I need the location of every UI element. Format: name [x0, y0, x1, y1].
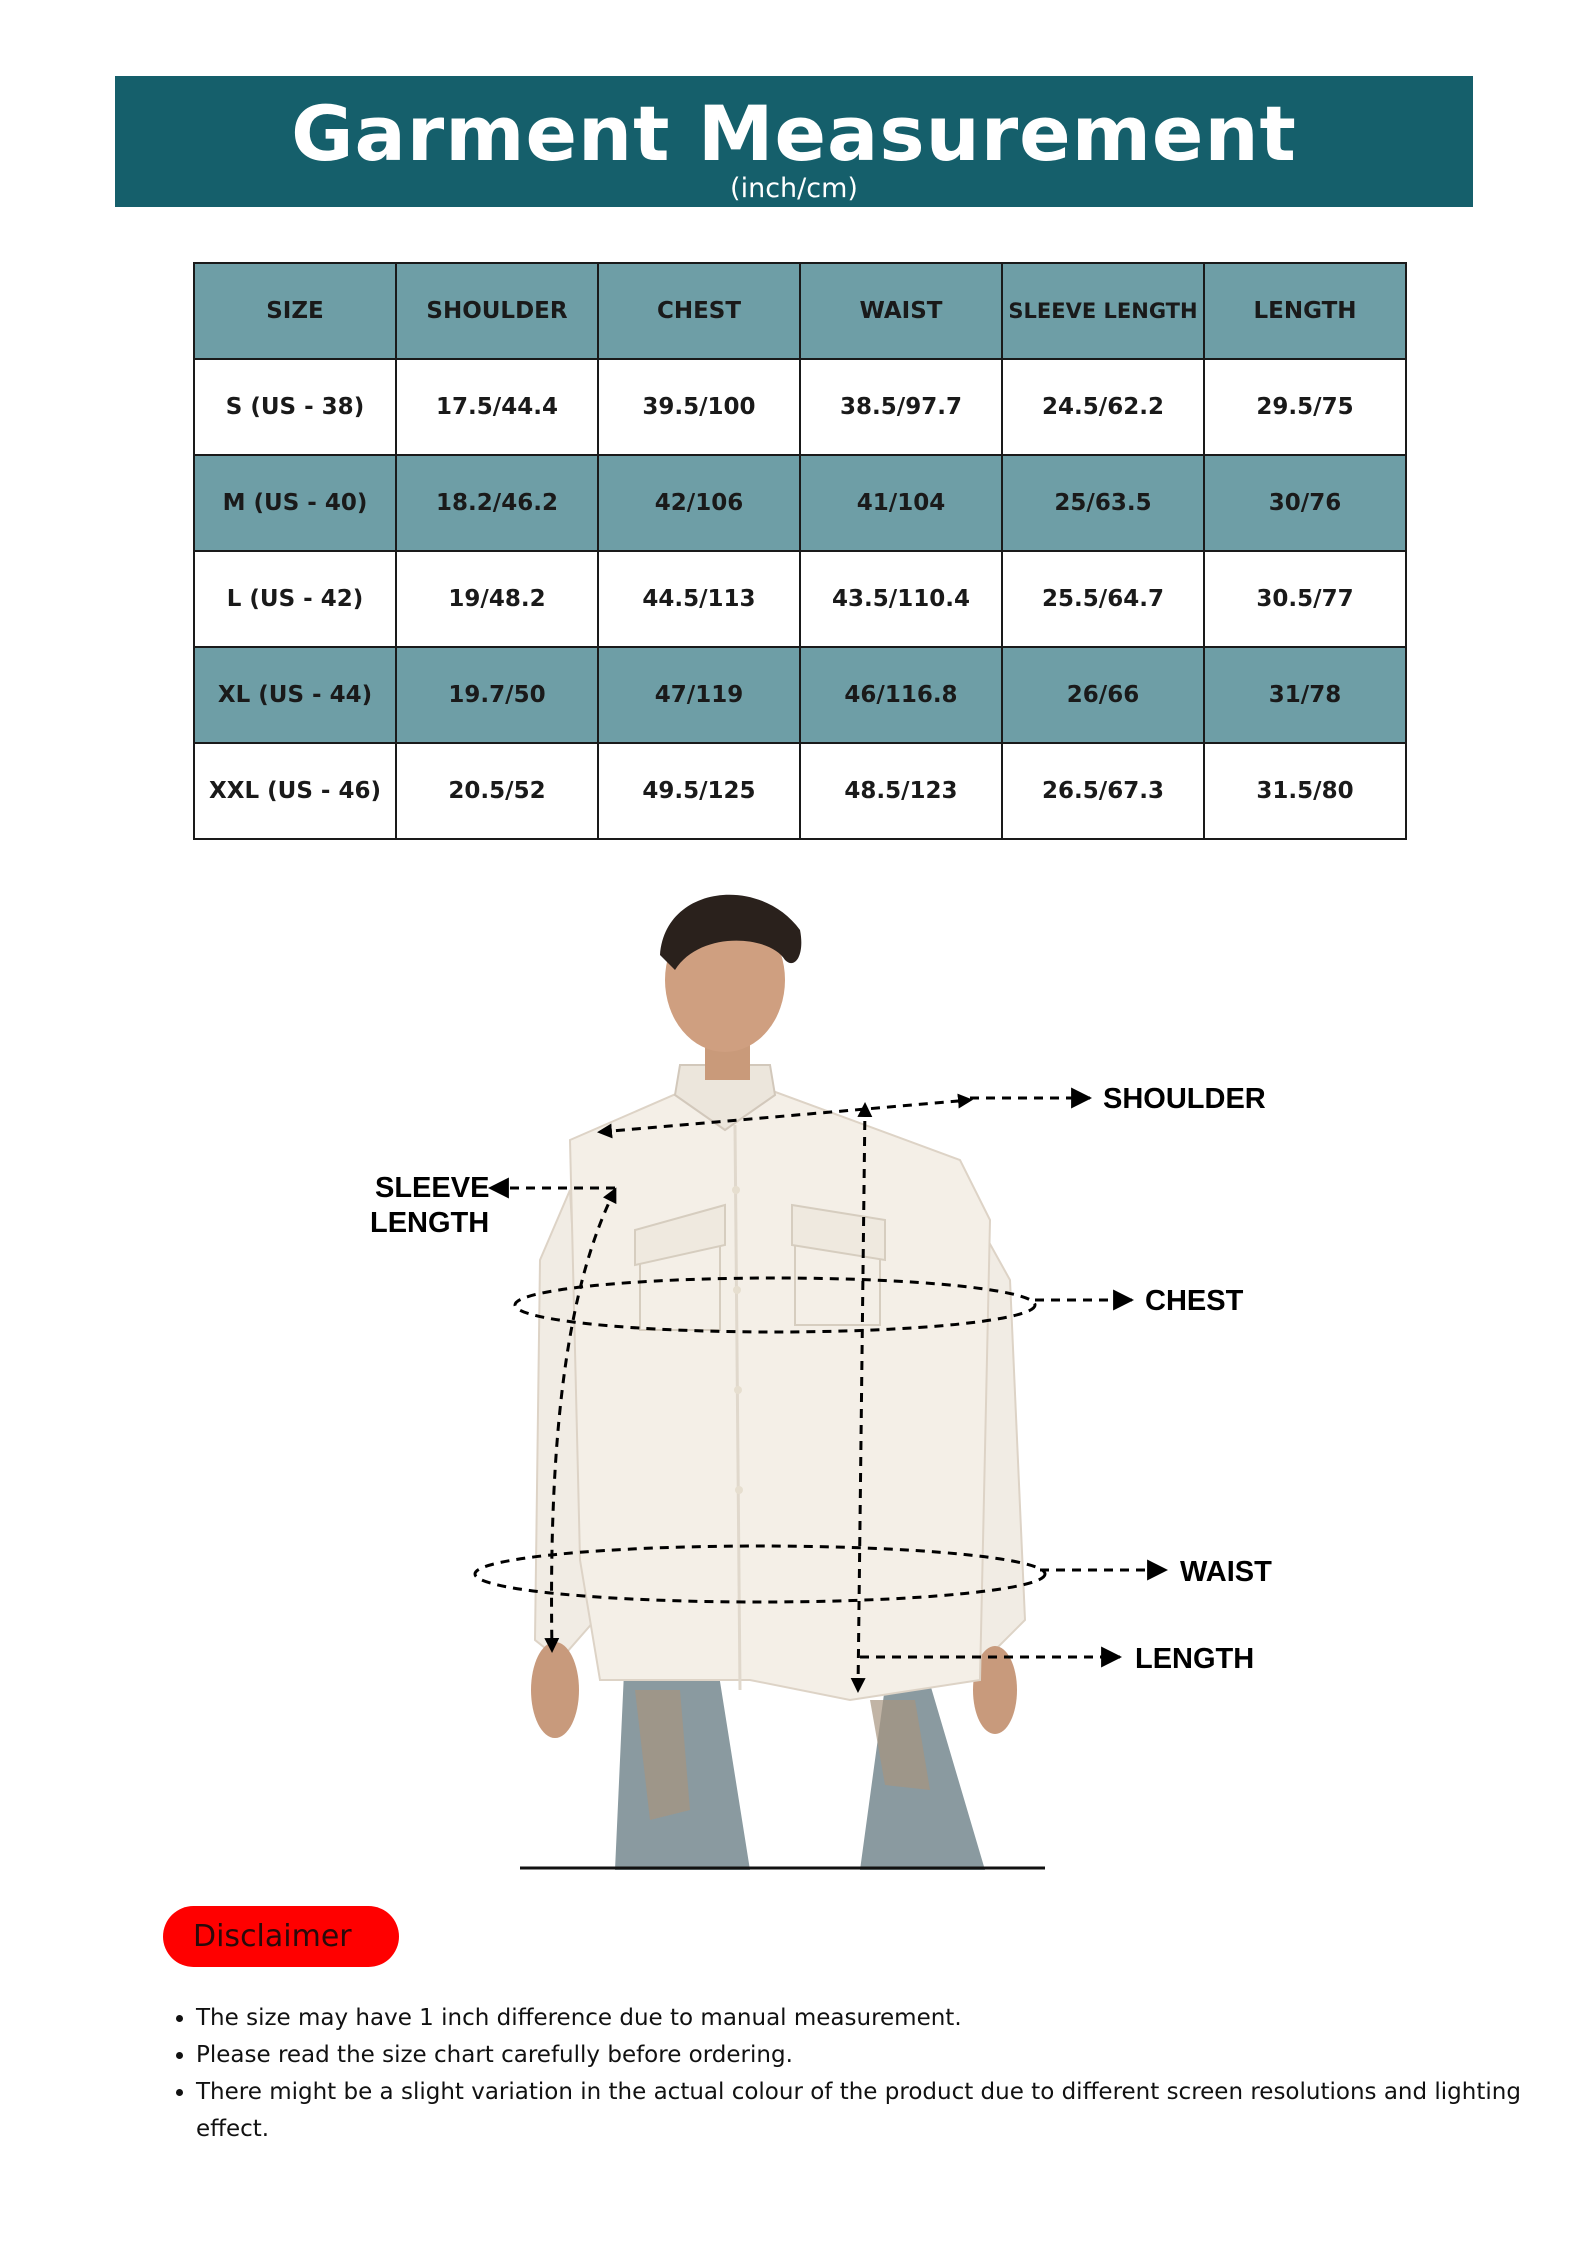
page-header — [115, 76, 1473, 207]
column-header: CHEST — [598, 263, 800, 359]
unit-subtitle: (inch/cm) — [730, 173, 858, 204]
table-cell: 47/119 — [598, 647, 800, 743]
table-row — [194, 647, 1406, 743]
list-item: • Please read the size chart carefully before ordering. — [196, 2037, 1576, 2074]
table-cell: M (US - 40) — [194, 455, 396, 551]
table-row — [194, 455, 1406, 551]
table-cell: 39.5/100 — [598, 359, 800, 455]
shoulder-label: SHOULDER — [1103, 1083, 1266, 1115]
table-cell: 19/48.2 — [396, 551, 598, 647]
table-cell: 49.5/125 — [598, 743, 800, 839]
table-cell: S (US - 38) — [194, 359, 396, 455]
measurement-diagram — [330, 860, 1310, 1880]
table-cell: 29.5/75 — [1204, 359, 1406, 455]
table-cell: 31/78 — [1204, 647, 1406, 743]
page-title: Garment Measurement — [291, 89, 1297, 178]
table-cell: 30/76 — [1204, 455, 1406, 551]
table-cell: 25/63.5 — [1002, 455, 1204, 551]
table-cell: 30.5/77 — [1204, 551, 1406, 647]
sleeve-label-line2: LENGTH — [370, 1207, 490, 1239]
table-cell: 26/66 — [1002, 647, 1204, 743]
table-row — [194, 359, 1406, 455]
chest-label: CHEST — [1145, 1285, 1244, 1317]
length-label: LENGTH — [1135, 1643, 1255, 1675]
table-cell: 38.5/97.7 — [800, 359, 1002, 455]
list-item: • The size may have 1 inch difference due to manual measurement. — [196, 2000, 1576, 2037]
column-header: WAIST — [800, 263, 1002, 359]
table-cell: 24.5/62.2 — [1002, 359, 1204, 455]
table-cell: 46/116.8 — [800, 647, 1002, 743]
table-cell: 43.5/110.4 — [800, 551, 1002, 647]
table-cell: 18.2/46.2 — [396, 455, 598, 551]
table-cell: 20.5/52 — [396, 743, 598, 839]
table-cell: XL (US - 44) — [194, 647, 396, 743]
disclaimer-notes — [163, 2000, 1576, 2148]
column-header: SHOULDER — [396, 263, 598, 359]
disclaimer-badge: Disclaimer — [163, 1906, 399, 1967]
size-chart-table — [193, 262, 1407, 840]
list-item: • There might be a slight variation in the actual colour of the product due to different screen resolutions and lighting effect. — [196, 2074, 1576, 2148]
table-row — [194, 551, 1406, 647]
table-header-row — [194, 263, 1406, 359]
column-header: SLEEVE LENGTH — [1002, 263, 1204, 359]
table-cell: 19.7/50 — [396, 647, 598, 743]
table-cell: XXL (US - 46) — [194, 743, 396, 839]
model-figure-image — [520, 895, 1045, 1870]
table-cell: 42/106 — [598, 455, 800, 551]
table-cell: L (US - 42) — [194, 551, 396, 647]
table-cell: 17.5/44.4 — [396, 359, 598, 455]
table-cell: 44.5/113 — [598, 551, 800, 647]
table-cell: 31.5/80 — [1204, 743, 1406, 839]
column-header: LENGTH — [1204, 263, 1406, 359]
table-cell: 25.5/64.7 — [1002, 551, 1204, 647]
table-cell: 41/104 — [800, 455, 1002, 551]
table-cell: 26.5/67.3 — [1002, 743, 1204, 839]
sleeve-label-line1: SLEEVE — [375, 1172, 490, 1204]
table-row — [194, 743, 1406, 839]
table-cell: 48.5/123 — [800, 743, 1002, 839]
column-header: SIZE — [194, 263, 396, 359]
waist-label: WAIST — [1180, 1556, 1272, 1588]
